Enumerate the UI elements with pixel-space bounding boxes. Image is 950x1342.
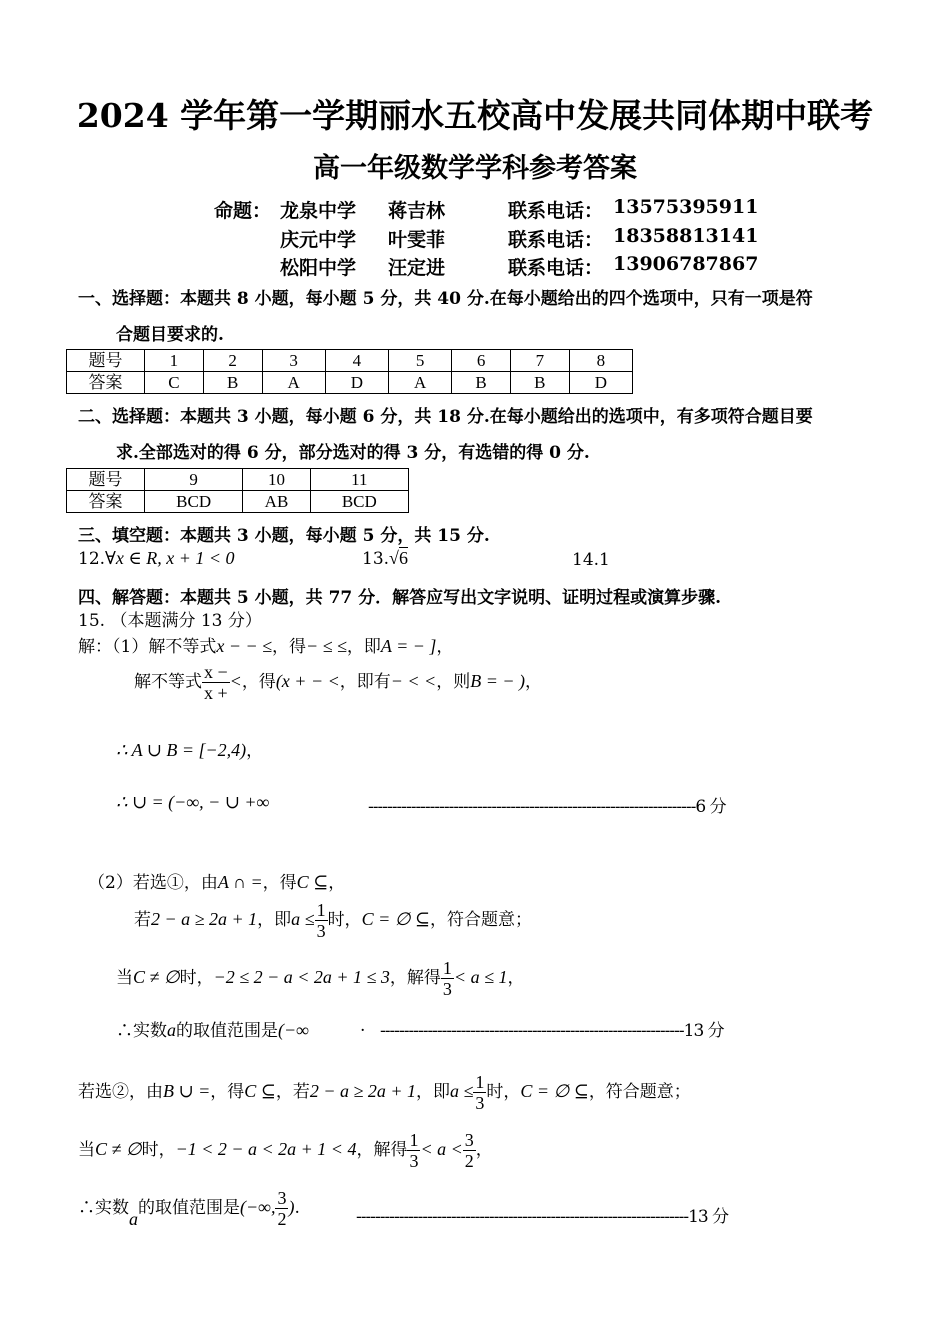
answer-13-math: 6 <box>398 548 408 568</box>
numerator: 1 <box>316 900 326 920</box>
table-cell: 10 <box>243 469 310 491</box>
numerator: 3 <box>277 1188 287 1208</box>
math: A = − ] <box>380 636 437 656</box>
section3-heading: 三、填空题：本题共 3 小题，每小题 5 分，共 15 分. <box>78 526 490 546</box>
math: < <box>229 671 242 691</box>
q15-part3-line1 <box>78 1072 691 1113</box>
numerator: 1 <box>442 958 452 978</box>
text: ，得 <box>210 1082 245 1102</box>
fraction <box>463 1130 476 1171</box>
text: ， <box>328 873 346 893</box>
text: 时， <box>179 968 214 988</box>
table-cell: 答案 <box>67 491 145 513</box>
score-line <box>368 792 726 817</box>
author-phone-label: 联系电话： <box>508 229 604 251</box>
denominator: x + <box>204 683 228 703</box>
section4-heading: 四、解答题：本题共 5 小题，共 77 分．解答应写出文字说明、证明过程或演算步骤. <box>78 588 722 608</box>
q15-part3-line3 <box>78 1188 300 1229</box>
table-cell: C <box>145 372 204 394</box>
table-cell: 1 <box>145 350 204 372</box>
math: ∴ ∪ = (−∞, − ∪ +∞ <box>116 792 270 812</box>
text: ，符合题意； <box>429 910 532 930</box>
numerator: x − <box>204 662 228 682</box>
author-phone: 18358813141 <box>613 225 759 247</box>
math: (x + − < <box>275 671 340 691</box>
answer-table-1 <box>66 349 633 394</box>
math: 2 − a ≥ 2a + 1 <box>151 909 258 929</box>
table-cell: 答案 <box>67 372 145 394</box>
author-phone: 13906787867 <box>613 253 759 275</box>
q15-part2-line3 <box>116 958 524 999</box>
text: . <box>294 1198 300 1218</box>
dashes: ---------------------------------------------------------------- <box>380 1021 684 1041</box>
math: A ∩ = <box>217 872 263 892</box>
text: ∴实数 <box>78 1198 129 1218</box>
text: ，得 <box>262 873 297 893</box>
answer-12-label: 12. <box>78 549 106 569</box>
score-line <box>380 1016 724 1041</box>
table-row <box>67 469 409 491</box>
text: 若 <box>134 910 151 930</box>
score-line <box>356 1202 728 1227</box>
page-title: 2024 学年第一学期丽水五校高中发展共同体期中联考 <box>76 96 874 135</box>
text: 当 <box>78 1140 95 1160</box>
denominator: 3 <box>316 921 326 941</box>
text: （2）若选①，由 <box>88 873 218 893</box>
text: 时， <box>141 1140 176 1160</box>
q15-part2-line2 <box>134 900 532 941</box>
text: ， <box>525 672 542 692</box>
author-school: 庆元中学 <box>280 229 357 251</box>
denominator: 3 <box>475 1093 485 1113</box>
table-cell: 6 <box>452 350 511 372</box>
q15-part3-line2 <box>78 1130 493 1171</box>
fraction <box>473 1072 486 1113</box>
answer-table-2 <box>66 468 409 513</box>
math: B = − ) <box>470 671 525 691</box>
table-row <box>67 372 633 394</box>
dot: . <box>360 1016 366 1036</box>
score: 6 分 <box>695 797 726 817</box>
text: ，解得 <box>389 968 441 988</box>
dashes: --------------------------------------------------------------------- <box>368 797 696 817</box>
text: ，若 <box>275 1082 310 1102</box>
text: ，即 <box>346 637 381 657</box>
table-cell: BCD <box>145 491 243 513</box>
section1-heading: 一、选择题：本题共 8 小题，每小题 5 分，共 40 分.在每小题给出的四个选项中，只有一项是符 <box>78 289 813 309</box>
text: ，则 <box>436 672 471 692</box>
math: < a ≤ 1 <box>453 967 508 987</box>
author-name: 汪定进 <box>388 257 446 279</box>
answer-12 <box>78 548 235 569</box>
text: ， <box>507 968 525 988</box>
numerator: 3 <box>464 1130 474 1150</box>
section2-heading-cont: 求.全部选对的得 6 分，部分选对的得 3 分，有选错的得 0 分. <box>116 443 590 463</box>
fraction <box>275 1188 288 1229</box>
text: ，得 <box>272 637 306 657</box>
text: ， <box>436 637 454 657</box>
table-cell: 8 <box>569 350 632 372</box>
math: C ⊆ <box>244 1081 276 1101</box>
math: ) <box>288 1197 295 1217</box>
table-cell: 题号 <box>67 350 145 372</box>
math: C ≠ ∅ <box>133 967 180 987</box>
math: (−∞ <box>278 1020 309 1040</box>
text: 的取值范围是 <box>138 1198 240 1218</box>
author-phone-label: 联系电话： <box>508 257 604 279</box>
page-subtitle: 高一年级数学学科参考答案 <box>313 153 637 184</box>
section2-heading: 二、选择题：本题共 3 小题，每小题 6 分，共 18 分.在每小题给出的选项中，有多项符合题目要 <box>78 407 813 427</box>
text: ∴实数 <box>116 1021 167 1041</box>
table-cell: 题号 <box>67 469 145 491</box>
text: ，即 <box>257 910 292 930</box>
author-school: 松阳中学 <box>280 257 357 279</box>
table-cell: D <box>569 372 632 394</box>
math: B ∪ = <box>163 1081 211 1101</box>
text: 当 <box>116 968 133 988</box>
fraction <box>202 662 230 703</box>
text: 若选②，由 <box>78 1082 163 1102</box>
author-phone-label: 联系电话： <box>508 200 604 222</box>
q15-line2 <box>134 662 542 703</box>
text: 解不等式 <box>134 672 202 692</box>
math: C ≠ ∅ <box>95 1139 142 1159</box>
q15-line3 <box>116 736 263 761</box>
fraction <box>315 900 328 941</box>
table-cell: 9 <box>145 469 243 491</box>
text: ， <box>246 741 264 761</box>
text: 解：（1）解不等式 <box>78 637 217 657</box>
denominator: 3 <box>442 979 452 999</box>
q15-line1 <box>78 632 453 657</box>
text: ，即有 <box>339 672 391 692</box>
author-name: 蒋吉林 <box>388 200 446 222</box>
math: C = ∅ ⊆ <box>361 909 430 929</box>
author-name: 叶雯菲 <box>388 229 446 251</box>
numerator: 1 <box>409 1130 419 1150</box>
text: ，符合题意； <box>588 1082 691 1102</box>
fraction <box>441 958 454 999</box>
fraction <box>407 1130 420 1171</box>
text: ，解得 <box>356 1140 408 1160</box>
section1-heading-cont: 合题目要求的. <box>116 325 224 345</box>
math: 2 − a ≥ 2a + 1 <box>309 1081 416 1101</box>
sqrt-icon: √ <box>389 548 399 568</box>
q15-part2-line4 <box>116 1016 309 1041</box>
math: a <box>167 1020 176 1040</box>
authors-label: 命题： <box>214 200 272 222</box>
text: ， <box>475 1140 493 1160</box>
math: − < < <box>390 671 437 691</box>
q15-title: 15. （本题满分 13 分） <box>78 611 262 631</box>
table-cell: B <box>452 372 511 394</box>
score: 13 分 <box>688 1207 729 1227</box>
table-cell: D <box>325 372 388 394</box>
math: C ⊆ <box>296 872 329 892</box>
denominator: 2 <box>464 1151 474 1171</box>
dashes: ---------------------------------------------------------------------- <box>356 1207 689 1227</box>
text: ，即 <box>416 1082 450 1102</box>
table-cell: B <box>203 372 262 394</box>
math: −1 < 2 − a < 2a + 1 < 4 <box>175 1139 357 1159</box>
table-cell: 5 <box>388 350 451 372</box>
math: a ≤ <box>450 1081 474 1101</box>
table-cell: B <box>510 372 569 394</box>
answer-14: 14.1 <box>572 550 610 570</box>
answer-13-label: 13. <box>362 549 390 569</box>
table-cell: A <box>388 372 451 394</box>
table-row <box>67 491 409 513</box>
q15-part2-line1 <box>88 868 345 893</box>
math: C = ∅ ⊆ <box>520 1081 589 1101</box>
math: (−∞, <box>240 1197 276 1217</box>
math: < a < <box>420 1139 463 1159</box>
text: 的取值范围是 <box>176 1021 278 1041</box>
denominator: 2 <box>277 1209 287 1229</box>
table-cell: BCD <box>310 491 408 513</box>
numerator: 1 <box>475 1072 485 1092</box>
table-cell: AB <box>243 491 310 513</box>
math: ∴ A ∪ B = [−2,4) <box>116 740 247 760</box>
answer-13 <box>362 548 408 569</box>
text: 时， <box>486 1082 521 1102</box>
text: 时， <box>327 910 362 930</box>
author-phone: 13575395911 <box>613 196 759 218</box>
math: − ≤ ≤ <box>306 636 347 656</box>
table-cell: 7 <box>510 350 569 372</box>
table-cell: 2 <box>203 350 262 372</box>
table-cell: 4 <box>325 350 388 372</box>
table-cell: 11 <box>310 469 408 491</box>
denominator: 3 <box>409 1151 419 1171</box>
math: −2 ≤ 2 − a < 2a + 1 ≤ 3 <box>213 967 390 987</box>
answer-12-math: ∀x ∈ R, x + 1 < 0 <box>105 548 235 568</box>
table-row <box>67 350 633 372</box>
math: x − − ≤ <box>216 636 272 656</box>
author-school: 龙泉中学 <box>280 200 357 222</box>
text: ，得 <box>241 672 276 692</box>
math: a <box>129 1209 138 1229</box>
q15-line4 <box>116 792 269 813</box>
math: a ≤ <box>291 909 315 929</box>
table-cell: A <box>262 372 325 394</box>
score: 13 分 <box>683 1021 724 1041</box>
table-cell: 3 <box>262 350 325 372</box>
